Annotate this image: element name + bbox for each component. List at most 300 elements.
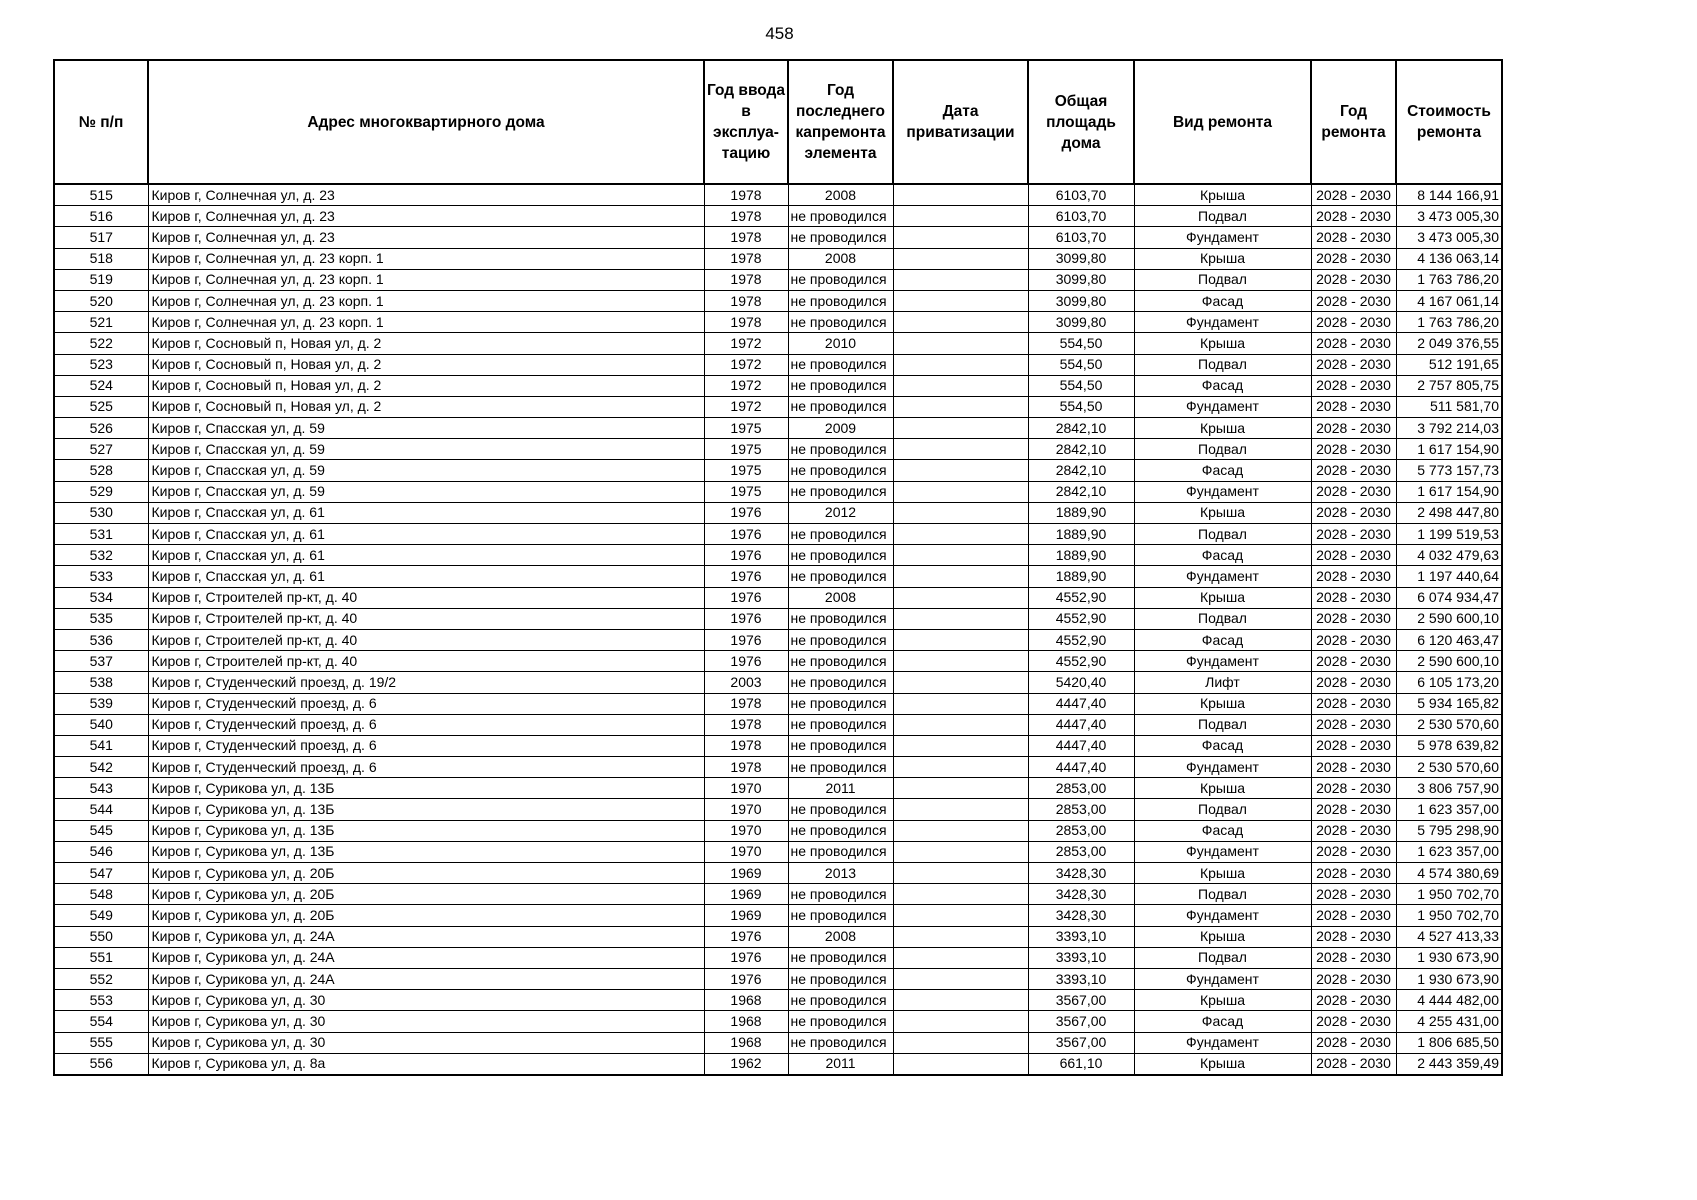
- repair-period-cell: 2028 - 2030: [1311, 651, 1396, 672]
- row-number: 538: [54, 672, 148, 693]
- header-privatization: Дата приватизации: [893, 60, 1028, 184]
- repair-period-cell: 2028 - 2030: [1311, 524, 1396, 545]
- year-built-cell: 1969: [704, 863, 788, 884]
- last-repair-cell: не проводился: [788, 354, 893, 375]
- repair-period-cell: 2028 - 2030: [1311, 333, 1396, 354]
- row-number: 543: [54, 778, 148, 799]
- privatization-cell: [893, 524, 1028, 545]
- last-repair-cell: не проводился: [788, 820, 893, 841]
- year-built-cell: 1969: [704, 905, 788, 926]
- area-cell: 2853,00: [1028, 841, 1134, 862]
- privatization-cell: [893, 863, 1028, 884]
- cost-cell: 2 443 359,49: [1396, 1053, 1502, 1075]
- repair-registry-table: [53, 59, 1503, 1076]
- last-repair-cell: не проводился: [788, 375, 893, 396]
- area-cell: 2853,00: [1028, 820, 1134, 841]
- repair-type-cell: Крыша: [1134, 926, 1311, 947]
- header-last-repair: Год последнего капремонта элемента: [788, 60, 893, 184]
- privatization-cell: [893, 629, 1028, 650]
- cost-cell: 4 167 061,14: [1396, 290, 1502, 311]
- row-number: 534: [54, 587, 148, 608]
- cost-cell: 2 049 376,55: [1396, 333, 1502, 354]
- row-number: 545: [54, 820, 148, 841]
- area-cell: 3567,00: [1028, 1011, 1134, 1032]
- repair-type-cell: Подвал: [1134, 608, 1311, 629]
- table-row: [54, 1053, 1502, 1075]
- repair-period-cell: 2028 - 2030: [1311, 947, 1396, 968]
- repair-type-cell: Крыша: [1134, 1053, 1311, 1075]
- year-built-cell: 1972: [704, 396, 788, 417]
- area-cell: 554,50: [1028, 333, 1134, 354]
- repair-type-cell: Подвал: [1134, 269, 1311, 290]
- privatization-cell: [893, 1032, 1028, 1053]
- area-cell: 1889,90: [1028, 566, 1134, 587]
- address-cell: Киров г, Сосновый п, Новая ул, д. 2: [148, 396, 704, 417]
- cost-cell: 1 950 702,70: [1396, 905, 1502, 926]
- privatization-cell: [893, 884, 1028, 905]
- cost-cell: 5 795 298,90: [1396, 820, 1502, 841]
- table-row: [54, 460, 1502, 481]
- year-built-cell: 1976: [704, 587, 788, 608]
- table-row: [54, 587, 1502, 608]
- header-repair-year: Год ремонта: [1311, 60, 1396, 184]
- repair-period-cell: 2028 - 2030: [1311, 312, 1396, 333]
- row-number: 521: [54, 312, 148, 333]
- year-built-cell: 1978: [704, 184, 788, 206]
- cost-cell: 5 773 157,73: [1396, 460, 1502, 481]
- address-cell: Киров г, Солнечная ул, д. 23 корп. 1: [148, 248, 704, 269]
- area-cell: 554,50: [1028, 375, 1134, 396]
- privatization-cell: [893, 333, 1028, 354]
- year-built-cell: 1972: [704, 375, 788, 396]
- year-built-cell: 1976: [704, 926, 788, 947]
- cost-cell: 1 806 685,50: [1396, 1032, 1502, 1053]
- last-repair-cell: 2008: [788, 587, 893, 608]
- repair-period-cell: 2028 - 2030: [1311, 714, 1396, 735]
- address-cell: Киров г, Спасская ул, д. 61: [148, 545, 704, 566]
- last-repair-cell: 2008: [788, 926, 893, 947]
- table-row: [54, 820, 1502, 841]
- address-cell: Киров г, Спасская ул, д. 59: [148, 460, 704, 481]
- privatization-cell: [893, 502, 1028, 523]
- year-built-cell: 1976: [704, 968, 788, 989]
- repair-period-cell: 2028 - 2030: [1311, 926, 1396, 947]
- repair-period-cell: 2028 - 2030: [1311, 502, 1396, 523]
- area-cell: 3393,10: [1028, 968, 1134, 989]
- last-repair-cell: 2011: [788, 778, 893, 799]
- repair-type-cell: Фундамент: [1134, 1032, 1311, 1053]
- table-row: [54, 566, 1502, 587]
- repair-period-cell: 2028 - 2030: [1311, 396, 1396, 417]
- last-repair-cell: 2011: [788, 1053, 893, 1075]
- area-cell: 4552,90: [1028, 651, 1134, 672]
- table-row: [54, 735, 1502, 756]
- cost-cell: 4 255 431,00: [1396, 1011, 1502, 1032]
- repair-period-cell: 2028 - 2030: [1311, 566, 1396, 587]
- table-row: [54, 1032, 1502, 1053]
- year-built-cell: 1968: [704, 990, 788, 1011]
- address-cell: Киров г, Сурикова ул, д. 30: [148, 1032, 704, 1053]
- cost-cell: 8 144 166,91: [1396, 184, 1502, 206]
- year-built-cell: 1968: [704, 1032, 788, 1053]
- row-number: 555: [54, 1032, 148, 1053]
- repair-type-cell: Крыша: [1134, 502, 1311, 523]
- row-number: 531: [54, 524, 148, 545]
- row-number: 548: [54, 884, 148, 905]
- area-cell: 2842,10: [1028, 418, 1134, 439]
- area-cell: 3099,80: [1028, 248, 1134, 269]
- last-repair-cell: не проводился: [788, 947, 893, 968]
- table-row: [54, 206, 1502, 227]
- last-repair-cell: 2008: [788, 248, 893, 269]
- area-cell: 3428,30: [1028, 863, 1134, 884]
- year-built-cell: 1976: [704, 947, 788, 968]
- repair-period-cell: 2028 - 2030: [1311, 799, 1396, 820]
- row-number: 522: [54, 333, 148, 354]
- area-cell: 2842,10: [1028, 439, 1134, 460]
- address-cell: Киров г, Студенческий проезд, д. 6: [148, 757, 704, 778]
- table-row: [54, 1011, 1502, 1032]
- year-built-cell: 1978: [704, 714, 788, 735]
- area-cell: 2853,00: [1028, 778, 1134, 799]
- area-cell: 3393,10: [1028, 926, 1134, 947]
- area-cell: 2842,10: [1028, 481, 1134, 502]
- row-number: 553: [54, 990, 148, 1011]
- cost-cell: 1 930 673,90: [1396, 947, 1502, 968]
- year-built-cell: 1970: [704, 841, 788, 862]
- repair-period-cell: 2028 - 2030: [1311, 778, 1396, 799]
- cost-cell: 4 527 413,33: [1396, 926, 1502, 947]
- privatization-cell: [893, 587, 1028, 608]
- area-cell: 3428,30: [1028, 884, 1134, 905]
- year-built-cell: 1976: [704, 524, 788, 545]
- row-number: 542: [54, 757, 148, 778]
- last-repair-cell: не проводился: [788, 312, 893, 333]
- table-row: [54, 714, 1502, 735]
- header-year-built: Год ввода в эксплуа-тацию: [704, 60, 788, 184]
- last-repair-cell: не проводился: [788, 714, 893, 735]
- address-cell: Киров г, Сурикова ул, д. 30: [148, 990, 704, 1011]
- last-repair-cell: не проводился: [788, 608, 893, 629]
- address-cell: Киров г, Сурикова ул, д. 13Б: [148, 841, 704, 862]
- address-cell: Киров г, Сурикова ул, д. 20Б: [148, 905, 704, 926]
- privatization-cell: [893, 1053, 1028, 1075]
- table-row: [54, 375, 1502, 396]
- cost-cell: 6 105 173,20: [1396, 672, 1502, 693]
- address-cell: Киров г, Студенческий проезд, д. 6: [148, 714, 704, 735]
- table-row: [54, 418, 1502, 439]
- row-number: 515: [54, 184, 148, 206]
- year-built-cell: 1976: [704, 566, 788, 587]
- table-body: [54, 184, 1502, 1075]
- year-built-cell: 1975: [704, 460, 788, 481]
- repair-type-cell: Подвал: [1134, 884, 1311, 905]
- row-number: 530: [54, 502, 148, 523]
- year-built-cell: 1978: [704, 693, 788, 714]
- table-row: [54, 269, 1502, 290]
- row-number: 517: [54, 227, 148, 248]
- address-cell: Киров г, Спасская ул, д. 61: [148, 502, 704, 523]
- repair-period-cell: 2028 - 2030: [1311, 863, 1396, 884]
- last-repair-cell: 2012: [788, 502, 893, 523]
- repair-type-cell: Фундамент: [1134, 651, 1311, 672]
- area-cell: 3567,00: [1028, 990, 1134, 1011]
- last-repair-cell: не проводился: [788, 524, 893, 545]
- header-cost: Стоимость ремонта: [1396, 60, 1502, 184]
- last-repair-cell: не проводился: [788, 1011, 893, 1032]
- cost-cell: 2 498 447,80: [1396, 502, 1502, 523]
- repair-type-cell: Крыша: [1134, 778, 1311, 799]
- repair-type-cell: Крыша: [1134, 248, 1311, 269]
- address-cell: Киров г, Строителей пр-кт, д. 40: [148, 587, 704, 608]
- repair-period-cell: 2028 - 2030: [1311, 1011, 1396, 1032]
- address-cell: Киров г, Спасская ул, д. 59: [148, 439, 704, 460]
- cost-cell: 1 623 357,00: [1396, 841, 1502, 862]
- repair-period-cell: 2028 - 2030: [1311, 735, 1396, 756]
- year-built-cell: 1976: [704, 502, 788, 523]
- privatization-cell: [893, 545, 1028, 566]
- privatization-cell: [893, 926, 1028, 947]
- repair-period-cell: 2028 - 2030: [1311, 820, 1396, 841]
- area-cell: 4552,90: [1028, 629, 1134, 650]
- last-repair-cell: не проводился: [788, 227, 893, 248]
- cost-cell: 2 590 600,10: [1396, 608, 1502, 629]
- table-row: [54, 439, 1502, 460]
- address-cell: Киров г, Спасская ул, д. 59: [148, 481, 704, 502]
- year-built-cell: 1978: [704, 735, 788, 756]
- table-row: [54, 524, 1502, 545]
- privatization-cell: [893, 778, 1028, 799]
- area-cell: 3567,00: [1028, 1032, 1134, 1053]
- year-built-cell: 1970: [704, 799, 788, 820]
- repair-type-cell: Фасад: [1134, 375, 1311, 396]
- privatization-cell: [893, 651, 1028, 672]
- privatization-cell: [893, 990, 1028, 1011]
- repair-period-cell: 2028 - 2030: [1311, 248, 1396, 269]
- address-cell: Киров г, Сурикова ул, д. 13Б: [148, 799, 704, 820]
- privatization-cell: [893, 968, 1028, 989]
- privatization-cell: [893, 418, 1028, 439]
- repair-period-cell: 2028 - 2030: [1311, 375, 1396, 396]
- table-row: [54, 502, 1502, 523]
- repair-period-cell: 2028 - 2030: [1311, 672, 1396, 693]
- privatization-cell: [893, 841, 1028, 862]
- year-built-cell: 1976: [704, 608, 788, 629]
- last-repair-cell: 2009: [788, 418, 893, 439]
- area-cell: 3099,80: [1028, 269, 1134, 290]
- table-row: [54, 481, 1502, 502]
- last-repair-cell: не проводился: [788, 990, 893, 1011]
- repair-type-cell: Фундамент: [1134, 227, 1311, 248]
- year-built-cell: 1978: [704, 269, 788, 290]
- table-row: [54, 545, 1502, 566]
- privatization-cell: [893, 290, 1028, 311]
- row-number: 549: [54, 905, 148, 926]
- row-number: 532: [54, 545, 148, 566]
- cost-cell: 1 197 440,64: [1396, 566, 1502, 587]
- privatization-cell: [893, 714, 1028, 735]
- area-cell: 6103,70: [1028, 227, 1134, 248]
- table-row: [54, 926, 1502, 947]
- last-repair-cell: не проводился: [788, 905, 893, 926]
- address-cell: Киров г, Студенческий проезд, д. 19/2: [148, 672, 704, 693]
- repair-type-cell: Фасад: [1134, 735, 1311, 756]
- last-repair-cell: не проводился: [788, 206, 893, 227]
- repair-type-cell: Подвал: [1134, 714, 1311, 735]
- address-cell: Киров г, Сурикова ул, д. 8а: [148, 1053, 704, 1075]
- cost-cell: 3 473 005,30: [1396, 227, 1502, 248]
- table-row: [54, 990, 1502, 1011]
- repair-period-cell: 2028 - 2030: [1311, 608, 1396, 629]
- address-cell: Киров г, Спасская ул, д. 61: [148, 566, 704, 587]
- area-cell: 4447,40: [1028, 757, 1134, 778]
- cost-cell: 2 530 570,60: [1396, 757, 1502, 778]
- year-built-cell: 1975: [704, 418, 788, 439]
- row-number: 539: [54, 693, 148, 714]
- address-cell: Киров г, Солнечная ул, д. 23 корп. 1: [148, 290, 704, 311]
- cost-cell: 3 792 214,03: [1396, 418, 1502, 439]
- row-number: 537: [54, 651, 148, 672]
- area-cell: 554,50: [1028, 396, 1134, 417]
- repair-period-cell: 2028 - 2030: [1311, 968, 1396, 989]
- row-number: 535: [54, 608, 148, 629]
- privatization-cell: [893, 269, 1028, 290]
- area-cell: 4447,40: [1028, 693, 1134, 714]
- privatization-cell: [893, 820, 1028, 841]
- repair-period-cell: 2028 - 2030: [1311, 184, 1396, 206]
- year-built-cell: 1969: [704, 884, 788, 905]
- repair-type-cell: Крыша: [1134, 418, 1311, 439]
- repair-period-cell: 2028 - 2030: [1311, 884, 1396, 905]
- row-number: 528: [54, 460, 148, 481]
- repair-period-cell: 2028 - 2030: [1311, 460, 1396, 481]
- repair-type-cell: Подвал: [1134, 799, 1311, 820]
- row-number: 520: [54, 290, 148, 311]
- repair-type-cell: Крыша: [1134, 990, 1311, 1011]
- privatization-cell: [893, 375, 1028, 396]
- area-cell: 4447,40: [1028, 714, 1134, 735]
- page-number: 458: [765, 24, 794, 43]
- address-cell: Киров г, Сурикова ул, д. 30: [148, 1011, 704, 1032]
- cost-cell: 4 574 380,69: [1396, 863, 1502, 884]
- cost-cell: 512 191,65: [1396, 354, 1502, 375]
- table-header: [54, 60, 1502, 184]
- row-number: 551: [54, 947, 148, 968]
- year-built-cell: 1978: [704, 290, 788, 311]
- address-cell: Киров г, Студенческий проезд, д. 6: [148, 693, 704, 714]
- address-cell: Киров г, Солнечная ул, д. 23: [148, 206, 704, 227]
- cost-cell: 1 950 702,70: [1396, 884, 1502, 905]
- address-cell: Киров г, Сурикова ул, д. 20Б: [148, 863, 704, 884]
- last-repair-cell: не проводился: [788, 735, 893, 756]
- area-cell: 1889,90: [1028, 502, 1134, 523]
- area-cell: 2842,10: [1028, 460, 1134, 481]
- cost-cell: 6 120 463,47: [1396, 629, 1502, 650]
- header-num: № п/п: [54, 60, 148, 184]
- repair-type-cell: Крыша: [1134, 863, 1311, 884]
- repair-period-cell: 2028 - 2030: [1311, 587, 1396, 608]
- repair-type-cell: Фасад: [1134, 820, 1311, 841]
- year-built-cell: 1978: [704, 312, 788, 333]
- last-repair-cell: не проводился: [788, 396, 893, 417]
- repair-type-cell: Крыша: [1134, 184, 1311, 206]
- cost-cell: 1 930 673,90: [1396, 968, 1502, 989]
- privatization-cell: [893, 312, 1028, 333]
- privatization-cell: [893, 354, 1028, 375]
- repair-type-cell: Фундамент: [1134, 905, 1311, 926]
- row-number: 518: [54, 248, 148, 269]
- repair-type-cell: Фасад: [1134, 290, 1311, 311]
- area-cell: 3099,80: [1028, 290, 1134, 311]
- header-address: Адрес многоквартирного дома: [148, 60, 704, 184]
- cost-cell: 4 444 482,00: [1396, 990, 1502, 1011]
- cost-cell: 3 473 005,30: [1396, 206, 1502, 227]
- repair-type-cell: Фундамент: [1134, 841, 1311, 862]
- table-row: [54, 629, 1502, 650]
- row-number: 556: [54, 1053, 148, 1075]
- last-repair-cell: 2008: [788, 184, 893, 206]
- area-cell: 4552,90: [1028, 608, 1134, 629]
- repair-type-cell: Крыша: [1134, 587, 1311, 608]
- cost-cell: 1 199 519,53: [1396, 524, 1502, 545]
- table-row: [54, 227, 1502, 248]
- address-cell: Киров г, Солнечная ул, д. 23: [148, 227, 704, 248]
- privatization-cell: [893, 735, 1028, 756]
- address-cell: Киров г, Спасская ул, д. 59: [148, 418, 704, 439]
- last-repair-cell: не проводился: [788, 566, 893, 587]
- address-cell: Киров г, Солнечная ул, д. 23 корп. 1: [148, 269, 704, 290]
- row-number: 533: [54, 566, 148, 587]
- table-row: [54, 396, 1502, 417]
- table-row: [54, 841, 1502, 862]
- area-cell: 4447,40: [1028, 735, 1134, 756]
- privatization-cell: [893, 799, 1028, 820]
- last-repair-cell: не проводился: [788, 799, 893, 820]
- address-cell: Киров г, Сосновый п, Новая ул, д. 2: [148, 354, 704, 375]
- area-cell: 2853,00: [1028, 799, 1134, 820]
- cost-cell: 3 806 757,90: [1396, 778, 1502, 799]
- privatization-cell: [893, 460, 1028, 481]
- last-repair-cell: не проводился: [788, 757, 893, 778]
- row-number: 536: [54, 629, 148, 650]
- row-number: 524: [54, 375, 148, 396]
- area-cell: 5420,40: [1028, 672, 1134, 693]
- address-cell: Киров г, Солнечная ул, д. 23: [148, 184, 704, 206]
- area-cell: 661,10: [1028, 1053, 1134, 1075]
- address-cell: Киров г, Студенческий проезд, д. 6: [148, 735, 704, 756]
- table-row: [54, 968, 1502, 989]
- cost-cell: 1 617 154,90: [1396, 439, 1502, 460]
- last-repair-cell: не проводился: [788, 693, 893, 714]
- repair-type-cell: Фундамент: [1134, 566, 1311, 587]
- last-repair-cell: не проводился: [788, 439, 893, 460]
- year-built-cell: 1975: [704, 439, 788, 460]
- last-repair-cell: не проводился: [788, 672, 893, 693]
- repair-period-cell: 2028 - 2030: [1311, 545, 1396, 566]
- repair-period-cell: 2028 - 2030: [1311, 354, 1396, 375]
- table-row: [54, 905, 1502, 926]
- repair-type-cell: Фундамент: [1134, 968, 1311, 989]
- address-cell: Киров г, Сурикова ул, д. 20Б: [148, 884, 704, 905]
- repair-period-cell: 2028 - 2030: [1311, 1032, 1396, 1053]
- repair-type-cell: Фасад: [1134, 460, 1311, 481]
- privatization-cell: [893, 693, 1028, 714]
- privatization-cell: [893, 757, 1028, 778]
- last-repair-cell: не проводился: [788, 269, 893, 290]
- cost-cell: 4 032 479,63: [1396, 545, 1502, 566]
- privatization-cell: [893, 396, 1028, 417]
- repair-type-cell: Фундамент: [1134, 481, 1311, 502]
